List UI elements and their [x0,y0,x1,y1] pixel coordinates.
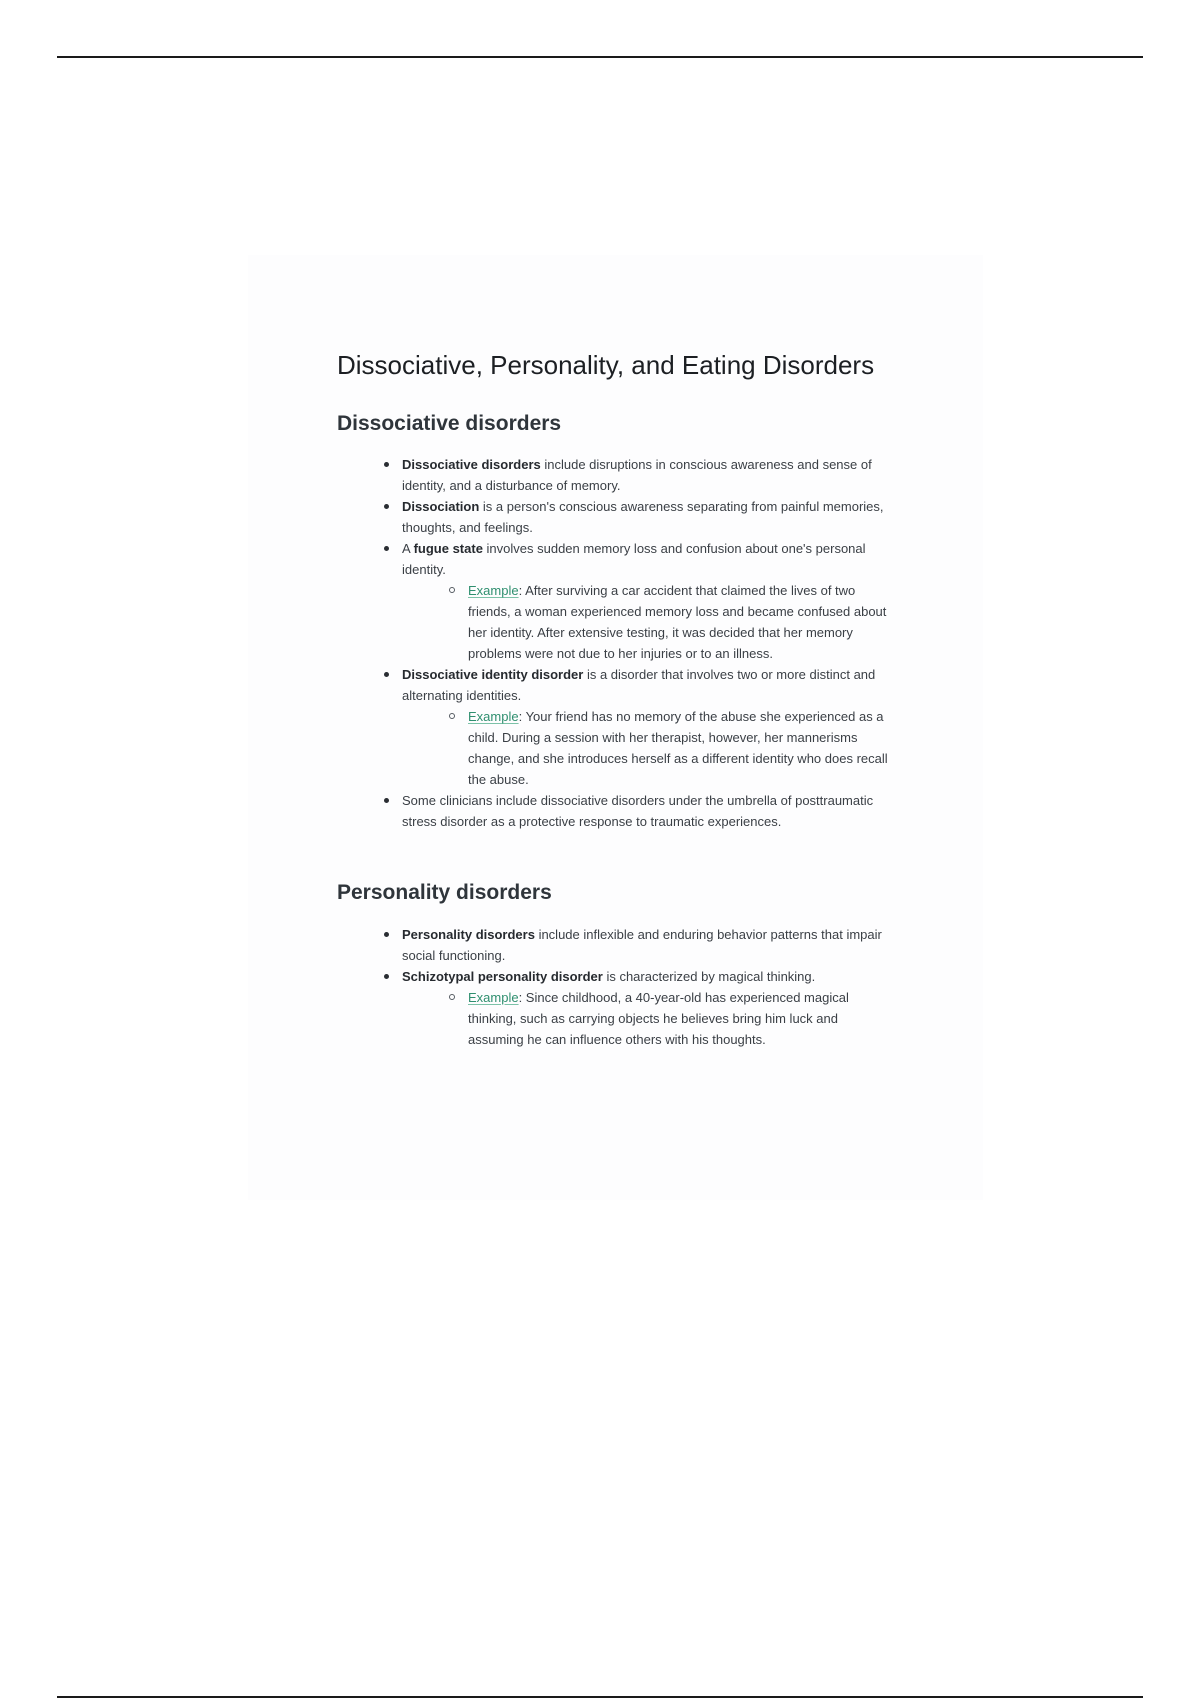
item-text-before: A [402,541,414,557]
list-item [402,454,897,496]
list-item [402,966,897,1050]
list-item [402,538,897,664]
list-item [402,924,897,966]
item-term: Schizotypal personality disorder [402,968,603,984]
section-personality-disorders [337,880,897,1049]
item-text-after: include disruptions in conscious awareness and sense of identity, and a disturbance of memory. [402,457,872,494]
sub-list [402,706,897,790]
item-term: Dissociative identity disorder [402,667,584,683]
example-link[interactable]: Example [468,583,519,599]
item-text-after: is a person's conscious awareness separating from painful memories, thoughts, and feelings. [402,499,884,536]
item-term: fugue state [413,541,483,557]
example-text: : Your friend has no memory of the abuse she experienced as a child. During a session with her therapist, however, her mannerisms change, and she introduces herself as a different identity who does recall the abuse. [468,709,888,788]
example-item [468,580,897,664]
section-heading: Personality disorders [337,881,552,905]
example-text: : After surviving a car accident that claimed the lives of two friends, a woman experienced memory loss and became confused about her identity. After extensive testing, it was decided that her memory problems were not due to her injuries or to an illness. [468,583,887,662]
list-item [402,790,897,832]
item-text-after: is a disorder that involves two or more distinct and alternating identities. [402,667,876,704]
example-item [468,706,897,790]
example-text: : Since childhood, a 40-year-old has experienced magical thinking, such as carrying objects he believes bring him luck and assuming he can influence others with his thoughts. [468,989,849,1047]
item-term: Dissociative disorders [402,457,541,473]
bullet-list [337,924,897,1050]
item-text-after: involves sudden memory loss and confusion about one's personal identity. [402,541,866,578]
item-term: Dissociation [402,499,480,515]
item-term: Personality disorders [402,926,535,942]
example-item [468,987,897,1050]
page-top-rule [57,56,1143,58]
bullet-list [337,454,897,832]
list-item [402,664,897,790]
section-dissociative-disorders [337,411,897,832]
item-text-before: Some clinicians include dissociative disorders under the umbrella of posttraumatic stress disorder as a protective response to traumatic experiences. [402,793,874,830]
section-heading: Dissociative disorders [337,412,562,436]
page-title: Dissociative, Personality, and Eating Disorders [337,350,875,380]
list-item [402,496,897,538]
example-link[interactable]: Example [468,709,519,725]
item-text-after: is characterized by magical thinking. [602,968,816,984]
sub-list [402,987,897,1050]
document-body [337,350,897,1050]
sub-list [402,580,897,664]
page-bottom-rule [57,1696,1143,1698]
item-text-after: include inflexible and enduring behavior patterns that impair social functioning. [402,926,882,963]
example-link[interactable]: Example [468,989,519,1005]
